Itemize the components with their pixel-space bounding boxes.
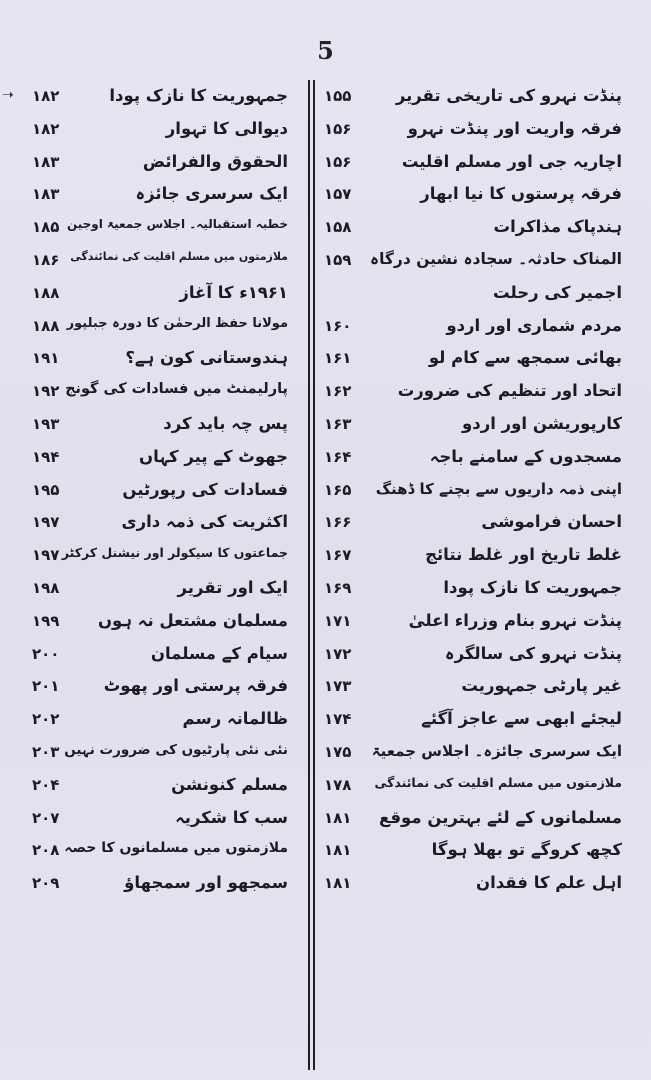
toc-entry-title: نئی نئی پارٹیوں کی ضرورت نہیں xyxy=(64,741,288,758)
toc-entry-title: جماعتوں کا سیکولر اور نیشنل کرکٹر xyxy=(61,545,288,561)
toc-entry xyxy=(14,279,302,312)
toc-entry xyxy=(14,508,302,541)
toc-entry-title: پس چہ باید کرد xyxy=(163,413,288,433)
toc-entry-page: ۱۹۷ xyxy=(32,513,60,532)
toc-entry-title: بھائی سمجھ سے کام لو xyxy=(428,348,622,368)
toc-entry-page: ۱۵۵ xyxy=(324,87,352,105)
toc-entry-title: مسلم کنونشن xyxy=(171,774,288,794)
toc-entry-title: اہل علم کا فقدان xyxy=(476,873,622,893)
toc-entry xyxy=(320,574,636,607)
toc-right-column xyxy=(320,82,636,902)
toc-entry xyxy=(320,180,636,213)
toc-entry-page: ۱۸۲ xyxy=(32,87,60,105)
toc-entry-title: سب کا شکریہ xyxy=(175,807,288,827)
toc-entry-page: ۱۹۸ xyxy=(32,578,60,597)
toc-entry-page: ۱۶۱ xyxy=(324,349,352,368)
toc-entry xyxy=(14,115,302,148)
toc-entry xyxy=(14,607,302,640)
toc-entry xyxy=(320,82,636,115)
toc-entry xyxy=(320,607,636,640)
toc-entry-page: ۲۰۸ xyxy=(32,841,60,860)
toc-entry xyxy=(14,672,302,705)
toc-entry-title: مولانا حفظ الرحمٰن کا دورہ جبلپور xyxy=(66,315,288,331)
toc-entry-title: جمہوریت کا نازک پودا xyxy=(109,86,288,105)
margin-arrow-icon: ➝ xyxy=(2,87,14,103)
toc-entry-title: فسادات کی رپورٹیں xyxy=(122,479,288,499)
toc-entry-page: ۱۶۹ xyxy=(324,578,352,597)
toc-entry xyxy=(320,738,636,771)
toc-entry-page: ۱۹۷ xyxy=(32,546,60,565)
toc-entry-title: اتحاد اور تنظیم کی ضرورت xyxy=(397,381,622,401)
toc-entry xyxy=(14,213,302,246)
toc-entry-title: ملازمتوں میں مسلمانوں کا حصہ xyxy=(64,840,288,857)
toc-entry xyxy=(320,410,636,443)
toc-entry-page: ۱۸۱ xyxy=(324,874,352,893)
toc-entry xyxy=(14,82,302,115)
toc-entry-title: ۱۹۶۱ء کا آغاز xyxy=(179,282,288,302)
toc-entry-page: ۱۸۸ xyxy=(32,283,60,302)
toc-entry-title: اکثریت کی ذمہ داری xyxy=(121,512,288,532)
toc-entry xyxy=(320,377,636,410)
toc-entry-title: الحقوق والفرائض xyxy=(142,151,288,171)
toc-left-column xyxy=(14,82,302,902)
toc-entry-page: ۱۶۷ xyxy=(324,546,352,565)
toc-entry-title: فرقہ پرستی اور پھوٹ xyxy=(103,676,288,696)
toc-entry xyxy=(320,640,636,673)
toc-entry xyxy=(320,541,636,574)
toc-entry-title: مسلمان مشتعل نہ ہوں xyxy=(97,610,288,630)
toc-entry-title: پارلیمنٹ میں فسادات کی گونج xyxy=(65,381,288,398)
toc-entry-page: ۱۹۹ xyxy=(32,611,60,630)
toc-entry-title: پنڈت نہرو بنام وزراء اعلیٰ xyxy=(408,610,622,630)
toc-entry-page: ۱۷۲ xyxy=(324,644,352,663)
toc-entry xyxy=(320,804,636,837)
toc-entry xyxy=(320,443,636,476)
toc-entry xyxy=(14,377,302,410)
toc-entry-page: ۱۵۷ xyxy=(324,185,352,204)
toc-entry-title: سمجھو اور سمجھاؤ xyxy=(124,873,288,893)
toc-entry-title: خطبہ استقبالیہ۔ اجلاس جمعیۃ اوجین xyxy=(66,217,288,232)
toc-entry-page: ۱۷۴ xyxy=(324,710,352,729)
toc-entry xyxy=(320,672,636,705)
toc-entry xyxy=(14,804,302,837)
toc-entry xyxy=(14,312,302,345)
toc-entry xyxy=(320,312,636,345)
toc-entry xyxy=(14,705,302,738)
toc-entry xyxy=(320,476,636,509)
toc-entry xyxy=(320,869,636,902)
toc-entry-title: مردم شماری اور اردو xyxy=(446,315,622,335)
toc-entry xyxy=(14,771,302,804)
toc-entry-title: لیجئے ابھی سے عاجز آگئے xyxy=(421,709,622,729)
toc-entry xyxy=(14,476,302,509)
toc-entry-page: ۱۵۸ xyxy=(324,218,352,237)
toc-entry-page: ۱۹۴ xyxy=(32,447,60,466)
toc-entry-title: اچاریہ جی اور مسلم اقلیت xyxy=(401,151,622,171)
toc-entry xyxy=(14,180,302,213)
toc-entry-title: احسان فراموشی xyxy=(481,512,622,532)
toc-entry-page: ۲۰۱ xyxy=(32,677,60,696)
toc-entry-page: ۲۰۳ xyxy=(32,742,60,761)
toc-entry-page: ۱۷۵ xyxy=(324,742,352,761)
toc-entry-page: ۱۸۱ xyxy=(324,808,352,827)
toc-entry-title: مسجدوں کے سامنے باجہ xyxy=(429,446,622,466)
toc-entry-page: ۱۸۶ xyxy=(32,250,60,269)
toc-entry xyxy=(14,410,302,443)
toc-entry-title: اجمیر کی رحلت xyxy=(493,282,622,302)
toc-entry-page: ۱۶۶ xyxy=(324,513,352,532)
toc-entry-title: جمہوریت کا نازک پودا xyxy=(443,577,622,597)
toc-entry-title: پنڈت نہرو کی سالگرہ xyxy=(444,643,622,663)
toc-entry xyxy=(320,279,636,312)
toc-entry xyxy=(320,115,636,148)
toc-entry-page: ۱۵۶ xyxy=(324,152,352,171)
toc-entry xyxy=(14,869,302,902)
toc-entry-title: جھوٹ کے پیر کہاں xyxy=(139,446,288,466)
toc-entry-title: سیام کے مسلمان xyxy=(150,643,288,663)
toc-entry-title: فرقہ پرستوں کا نیا ابھار xyxy=(420,184,622,204)
toc-entry-page: ۲۰۲ xyxy=(32,710,60,729)
column-divider xyxy=(308,80,310,1070)
toc-entry-page: ۱۸۳ xyxy=(32,185,60,204)
toc-entry-title: غیر پارٹی جمہوریت xyxy=(461,676,622,696)
toc-entry-page: ۱۹۲ xyxy=(32,382,60,401)
toc-entry-page: ۱۷۳ xyxy=(324,677,352,696)
toc-entry-title: پنڈت نہرو کی تاریخی تقریر xyxy=(395,86,622,105)
toc-entry-title: ظالمانہ رسم xyxy=(182,709,288,729)
toc-entry xyxy=(14,344,302,377)
toc-entry-page: ۱۶۳ xyxy=(324,414,352,433)
toc-entry-title: ایک اور تقریر xyxy=(177,577,288,597)
toc-entry-title: ایک سرسری جائزہ xyxy=(135,184,288,204)
toc-entry-title: ہندپاک مذاکرات xyxy=(493,217,622,237)
toc-entry-page: ۲۰۷ xyxy=(32,808,60,827)
toc-entry-title: المناک حادثہ۔ سجادہ نشین درگاہ xyxy=(370,249,622,268)
toc-entry-title: کچھ کروگے تو بھلا ہوگا xyxy=(431,840,622,860)
toc-entry-page: ۱۸۵ xyxy=(32,218,60,237)
toc-entry xyxy=(14,246,302,279)
toc-entry-page: ۱۶۲ xyxy=(324,382,352,401)
toc-entry xyxy=(320,344,636,377)
toc-entry-page: ۱۷۱ xyxy=(324,611,352,630)
toc-entry xyxy=(14,836,302,869)
toc-entry-title: کارپوریشن اور اردو xyxy=(462,413,622,433)
toc-entry xyxy=(320,771,636,804)
toc-entry-title: ایک سرسری جائزہ۔ اجلاس جمعیۃ xyxy=(371,741,622,760)
toc-entry-title: ہندوستانی کون ہے؟ xyxy=(125,348,288,368)
toc-entry xyxy=(320,508,636,541)
column-divider xyxy=(313,80,315,1070)
toc-entry-page: ۱۹۱ xyxy=(32,349,60,368)
toc-entry-page: ۲۰۰ xyxy=(32,644,60,663)
toc-entry-page: ۱۶۴ xyxy=(324,447,352,466)
toc-entry xyxy=(14,738,302,771)
toc-entry-page: ۱۹۳ xyxy=(32,414,60,433)
toc-entry-page: ۱۸۱ xyxy=(324,841,352,860)
toc-entry xyxy=(320,705,636,738)
toc-entry xyxy=(320,148,636,181)
toc-entry-page: ۱۸۳ xyxy=(32,152,60,171)
toc-entry-title: غلط تاریخ اور غلط نتائج xyxy=(425,545,622,565)
toc-entry xyxy=(14,640,302,673)
toc-entry-title: ملازمتوں میں مسلم اقلیت کی نمائندگی xyxy=(70,249,288,263)
toc-entry xyxy=(14,541,302,574)
toc-entry xyxy=(320,836,636,869)
toc-entry-page: ۱۵۹ xyxy=(324,250,352,269)
toc-entry-page: ۱۹۵ xyxy=(32,480,60,499)
toc-entry-page: ۱۷۸ xyxy=(324,775,352,794)
toc-entry-title: فرقہ واریت اور پنڈت نہرو xyxy=(407,118,622,138)
toc-entry-page: ۱۶۰ xyxy=(324,316,352,335)
toc-entry-page: ۱۵۶ xyxy=(324,119,352,138)
toc-entry-title: ملازمتوں میں مسلم اقلیت کی نمائندگی xyxy=(374,774,622,790)
toc-entry-title: دیوالی کا تہوار xyxy=(165,118,288,138)
toc-entry-title: مسلمانوں کے لئے بہترین موقع xyxy=(378,807,622,827)
toc-entry-page: ۱۸۸ xyxy=(32,316,60,335)
toc-entry-page: ۲۰۹ xyxy=(32,874,60,893)
toc-entry-page: ۱۶۵ xyxy=(324,480,352,499)
toc-entry xyxy=(320,246,636,279)
toc-entry-page: ۱۸۲ xyxy=(32,119,60,138)
toc-entry xyxy=(14,574,302,607)
toc-entry-page: ۲۰۴ xyxy=(32,775,60,794)
toc-entry-title: اپنی ذمہ داریوں سے بچنے کا ڈھنگ xyxy=(375,479,622,498)
toc-entry xyxy=(14,443,302,476)
page-number: 5 xyxy=(317,36,334,65)
toc-entry xyxy=(14,148,302,181)
toc-entry xyxy=(320,213,636,246)
